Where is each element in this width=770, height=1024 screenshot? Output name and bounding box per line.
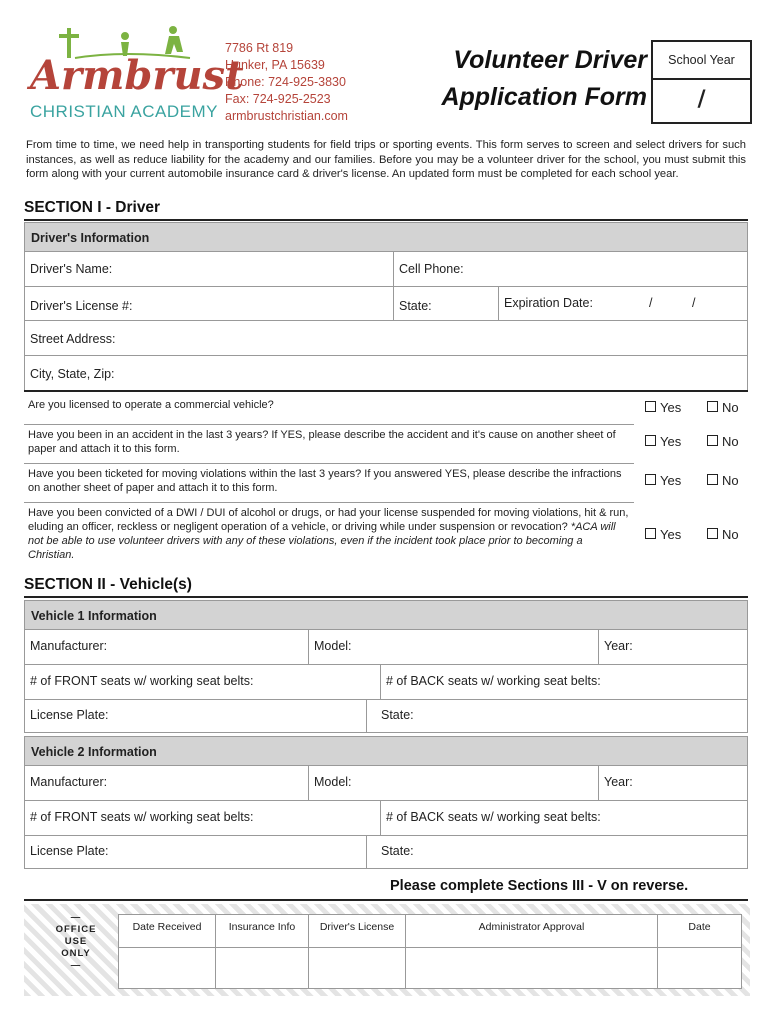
form-title <box>432 42 647 116</box>
checkbox-icon[interactable] <box>645 528 656 539</box>
ticketed-no-option[interactable]: No <box>707 473 739 488</box>
question-note: *ACA will not be able to use volunteer drivers with any of these violations, even if the incident took place prior to becoming a Christian. <box>28 521 616 561</box>
checkbox-icon[interactable] <box>707 528 718 539</box>
office-use-label: — OFFICE USE ONLY — <box>55 912 97 971</box>
city-state-zip-field[interactable]: City, State, Zip: <box>24 355 748 391</box>
contact-city: Hunker, PA 15639 <box>225 58 325 72</box>
drivers-name-field[interactable]: Driver's Name: <box>24 252 394 287</box>
question-text: Have you been in an accident in the last 3 years? If YES, please describe the accident and it's cause on another sheet of paper and attach it to this form. <box>28 429 616 455</box>
contact-address: 7786 Rt 819 <box>225 41 294 55</box>
school-year-box <box>651 40 752 124</box>
vehicle-2-back-seats-field[interactable]: # of BACK seats w/ working seat belts: <box>380 800 748 836</box>
title-line-1: Volunteer Driver <box>453 46 647 74</box>
school-year-field[interactable]: / <box>697 87 706 112</box>
contact-fax: Fax: 724-925-2523 <box>225 92 331 106</box>
accident-no-option[interactable]: No <box>707 434 739 449</box>
vehicle-1-state-field[interactable]: State: <box>366 699 748 733</box>
office-date-received-field[interactable] <box>118 947 216 989</box>
section-1-title: SECTION I - Driver <box>24 199 161 216</box>
expiration-separator-2: / <box>692 296 696 310</box>
office-license-header: Driver's License <box>308 914 406 948</box>
office-insurance-header: Insurance Info <box>215 914 309 948</box>
intro-paragraph: From time to time, we need help in transporting students for field trips or sporting events. This form serves to screen and select drivers for such instances, as well as reduce liability for the academy and our families. Before you may be a volunteer driver for the school, you must submit this form along with your current automobile insurance card & driver's license. An updated form must be completed for each school year. <box>26 139 746 180</box>
vehicle-1-front-seats-field[interactable]: # of FRONT seats w/ working seat belts: <box>24 664 381 700</box>
question-text: Are you licensed to operate a commercial vehicle? <box>28 399 274 411</box>
vehicle-2-manufacturer-field[interactable]: Manufacturer: <box>24 765 309 801</box>
ticketed-yes-option[interactable]: Yes <box>645 473 681 488</box>
section-2-title: SECTION II - Vehicle(s) <box>24 576 192 593</box>
vehicle-2-year-field[interactable]: Year: <box>598 765 748 801</box>
drivers-info-bar: Driver's Information <box>24 222 748 252</box>
vehicle-1-plate-field[interactable]: License Plate: <box>24 699 367 733</box>
question-dwi <box>24 502 634 566</box>
logo-subtitle: CHRISTIAN ACADEMY <box>30 102 218 121</box>
vehicle-1-manufacturer-field[interactable]: Manufacturer: <box>24 629 309 665</box>
title-line-2: Application Form <box>441 83 647 111</box>
question-accident <box>24 424 634 460</box>
contact-phone: Phone: 724-925-3830 <box>225 75 346 89</box>
school-year-label: School Year <box>653 42 750 80</box>
street-address-field[interactable]: Street Address: <box>24 320 748 356</box>
drivers-license-field[interactable]: Driver's License #: <box>24 286 394 321</box>
office-date-received-header: Date Received <box>118 914 216 948</box>
vehicle-1-bar: Vehicle 1 Information <box>24 600 748 630</box>
expiration-label: Expiration Date: <box>504 296 593 310</box>
office-use-panel <box>24 904 750 996</box>
office-date-header: Date <box>657 914 742 948</box>
vehicle-2-front-seats-field[interactable]: # of FRONT seats w/ working seat belts: <box>24 800 381 836</box>
vehicle-1-back-seats-field[interactable]: # of BACK seats w/ working seat belts: <box>380 664 748 700</box>
license-state-field[interactable]: State: <box>393 286 499 321</box>
question-text: Have you been ticketed for moving violations within the last 3 years? If you answered YES, please describe the infractions on another sheet of paper and attach it to this form. <box>28 468 622 494</box>
expiration-date-field[interactable] <box>498 286 748 321</box>
office-insurance-field[interactable] <box>215 947 309 989</box>
checkbox-icon[interactable] <box>645 435 656 446</box>
section-1-divider <box>24 219 748 221</box>
vehicle-1-model-field[interactable]: Model: <box>308 629 599 665</box>
commercial-yes-option[interactable]: Yes <box>645 400 681 415</box>
vehicle-2-model-field[interactable]: Model: <box>308 765 599 801</box>
dwi-no-option[interactable]: No <box>707 527 739 542</box>
commercial-no-option[interactable]: No <box>707 400 739 415</box>
vehicle-2-state-field[interactable]: State: <box>366 835 748 869</box>
checkbox-icon[interactable] <box>707 401 718 412</box>
contact-block <box>225 40 348 125</box>
question-ticketed <box>24 463 634 499</box>
vehicle-2-plate-field[interactable]: License Plate: <box>24 835 367 869</box>
address-bottom-divider <box>24 390 748 392</box>
checkbox-icon[interactable] <box>707 474 718 485</box>
reverse-note: Please complete Sections III - V on reverse. <box>390 878 689 894</box>
accident-yes-option[interactable]: Yes <box>645 434 681 449</box>
vehicle-2-bar: Vehicle 2 Information <box>24 736 748 766</box>
office-license-field[interactable] <box>308 947 406 989</box>
checkbox-icon[interactable] <box>645 401 656 412</box>
checkbox-icon[interactable] <box>707 435 718 446</box>
section-2-divider <box>24 596 748 598</box>
expiration-separator-1: / <box>649 296 653 310</box>
checkbox-icon[interactable] <box>645 474 656 485</box>
office-approval-header: Administrator Approval <box>405 914 658 948</box>
office-top-divider <box>24 899 748 901</box>
office-date-field[interactable] <box>657 947 742 989</box>
contact-website[interactable]: armbrustchristian.com <box>225 109 348 123</box>
logo-wordmark: Armbrust <box>30 52 244 99</box>
question-commercial <box>24 395 634 423</box>
question-text: Have you been convicted of a DWI / DUI of alcohol or drugs, or had your license suspended for moving violations, hit & run, eluding an officer, reckless or negligent operation of a vehicle, or driving while under suspension or revocation? <box>28 507 629 533</box>
dwi-yes-option[interactable]: Yes <box>645 527 681 542</box>
vehicle-1-year-field[interactable]: Year: <box>598 629 748 665</box>
office-approval-field[interactable] <box>405 947 658 989</box>
cell-phone-field[interactable]: Cell Phone: <box>393 252 748 287</box>
